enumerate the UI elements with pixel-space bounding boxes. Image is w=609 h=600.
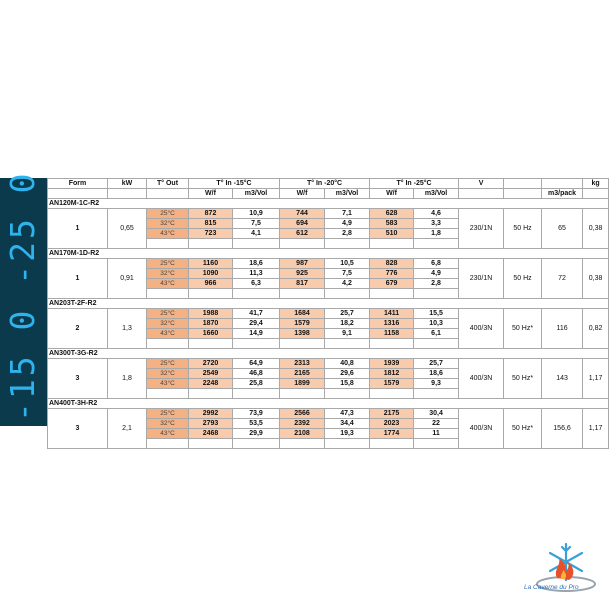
header-kg: kg: [583, 179, 609, 189]
wf-20-cell: 1684: [280, 309, 325, 319]
temp-out-cell: 32°C: [147, 219, 189, 229]
wf-15-cell: 1870: [189, 319, 233, 329]
m3vol-20-cell: 4,9: [325, 219, 370, 229]
m3vol-20-cell: 34,4: [325, 419, 370, 429]
header-t-in-15: T° In -15°C: [189, 179, 280, 189]
temp-out-cell: 43°C: [147, 229, 189, 239]
m3vol-15-cell: 64,9: [233, 359, 280, 369]
wf-25-cell: 1939: [370, 359, 414, 369]
wf-20-cell: 2108: [280, 429, 325, 439]
header-m3-pack-sub: m3/pack: [542, 189, 583, 199]
frequency-cell: 50 Hz*: [504, 409, 542, 449]
m3vol-15-cell: 6,3: [233, 279, 280, 289]
m3vol-15-cell: 41,7: [233, 309, 280, 319]
m3vol-25-cell: 1,8: [414, 229, 459, 239]
model-name-row: [48, 199, 609, 209]
m3vol-15-cell: 14,9: [233, 329, 280, 339]
wf-25-cell: 1316: [370, 319, 414, 329]
table-row: [48, 359, 609, 369]
wf-15-cell: 2992: [189, 409, 233, 419]
temp-out-cell: 32°C: [147, 419, 189, 429]
m3vol-20-cell: 15,8: [325, 379, 370, 389]
wf-25-cell: 1158: [370, 329, 414, 339]
blank-cell: [147, 339, 189, 349]
wf-20-cell: 2165: [280, 369, 325, 379]
frequency-cell: 50 Hz*: [504, 309, 542, 349]
blank-cell: [189, 289, 233, 299]
kw-cell: 0,65: [108, 209, 147, 249]
wf-25-cell: 628: [370, 209, 414, 219]
m3vol-15-cell: 10,9: [233, 209, 280, 219]
form-cell: 3: [48, 359, 108, 399]
form-cell: 1: [48, 259, 108, 299]
m3vol-20-cell: 7,1: [325, 209, 370, 219]
frequency-cell: 50 Hz: [504, 259, 542, 299]
model-name-filler: [108, 299, 609, 309]
table-row: [48, 259, 609, 269]
header-blank: [583, 189, 609, 199]
wf-20-cell: 1398: [280, 329, 325, 339]
temp-out-cell: 43°C: [147, 429, 189, 439]
wf-15-cell: 723: [189, 229, 233, 239]
form-cell: 3: [48, 409, 108, 449]
header-v: V: [459, 179, 504, 189]
kw-cell: 1,3: [108, 309, 147, 349]
table-row: [48, 409, 609, 419]
m3vol-20-cell: 4,2: [325, 279, 370, 289]
header-t-in-20: T° In -20°C: [280, 179, 370, 189]
header-row-1: [48, 179, 609, 189]
wf-20-cell: 817: [280, 279, 325, 289]
wf-20-cell: 925: [280, 269, 325, 279]
header-form: Form: [48, 179, 108, 189]
blank-cell: [325, 389, 370, 399]
m3vol-20-cell: 40,8: [325, 359, 370, 369]
temp-out-cell: 43°C: [147, 279, 189, 289]
header-row-2: [48, 189, 609, 199]
m3vol-25-cell: 10,3: [414, 319, 459, 329]
logo-text: La Caverne du Pro: [524, 584, 579, 591]
temp-out-cell: 25°C: [147, 209, 189, 219]
model-name: AN400T-3H-R2: [48, 399, 108, 409]
wf-20-cell: 2313: [280, 359, 325, 369]
wf-25-cell: 1774: [370, 429, 414, 439]
voltage-cell: 400/3N: [459, 309, 504, 349]
wf-25-cell: 2175: [370, 409, 414, 419]
temp-out-cell: 32°C: [147, 319, 189, 329]
m3vol-25-cell: 4,6: [414, 209, 459, 219]
header-m3vol-15: m3/Vol: [233, 189, 280, 199]
blank-cell: [280, 389, 325, 399]
m3vol-20-cell: 2,8: [325, 229, 370, 239]
kg-cell: 0,82: [583, 309, 609, 349]
header-hz: [504, 179, 542, 189]
wf-20-cell: 2392: [280, 419, 325, 429]
m3vol-20-cell: 7,5: [325, 269, 370, 279]
wf-25-cell: 679: [370, 279, 414, 289]
table-row: [48, 309, 609, 319]
header-m3vol-25: m3/Vol: [414, 189, 459, 199]
header-blank: [504, 189, 542, 199]
m3vol-20-cell: 18,2: [325, 319, 370, 329]
voltage-cell: 400/3N: [459, 409, 504, 449]
model-name-row: [48, 349, 609, 359]
wf-15-cell: 2720: [189, 359, 233, 369]
blank-cell: [370, 339, 414, 349]
frequency-cell: 50 Hz*: [504, 359, 542, 399]
temp-out-cell: 25°C: [147, 409, 189, 419]
m3vol-25-cell: 2,8: [414, 279, 459, 289]
blank-cell: [147, 389, 189, 399]
wf-20-cell: 987: [280, 259, 325, 269]
voltage-cell: 230/1N: [459, 209, 504, 249]
m3vol-25-cell: 9,3: [414, 379, 459, 389]
m3vol-25-cell: 6,8: [414, 259, 459, 269]
blank-cell: [189, 339, 233, 349]
blank-cell: [370, 239, 414, 249]
blank-cell: [147, 439, 189, 449]
side-temperature-label: -15 0 -25 0: [3, 170, 42, 422]
m3vol-25-cell: 25,7: [414, 359, 459, 369]
blank-cell: [280, 239, 325, 249]
wf-20-cell: 1899: [280, 379, 325, 389]
m3vol-15-cell: 7,5: [233, 219, 280, 229]
blank-cell: [189, 389, 233, 399]
m3vol-25-cell: 18,6: [414, 369, 459, 379]
m3vol-25-cell: 11: [414, 429, 459, 439]
m3vol-15-cell: 11,3: [233, 269, 280, 279]
wf-20-cell: 2566: [280, 409, 325, 419]
m3vol-15-cell: 25,8: [233, 379, 280, 389]
blank-cell: [414, 239, 459, 249]
blank-cell: [325, 289, 370, 299]
m3vol-20-cell: 10,5: [325, 259, 370, 269]
model-name-filler: [108, 349, 609, 359]
wf-15-cell: 1090: [189, 269, 233, 279]
m3-pack-cell: 156,6: [542, 409, 583, 449]
wf-25-cell: 2023: [370, 419, 414, 429]
m3vol-20-cell: 25,7: [325, 309, 370, 319]
form-cell: 2: [48, 309, 108, 349]
header-wf-20: W/f: [280, 189, 325, 199]
wf-15-cell: 815: [189, 219, 233, 229]
m3-pack-cell: 65: [542, 209, 583, 249]
header-t-out: T° Out: [147, 179, 189, 189]
blank-cell: [370, 389, 414, 399]
wf-15-cell: 2248: [189, 379, 233, 389]
m3vol-15-cell: 73,9: [233, 409, 280, 419]
temp-out-cell: 32°C: [147, 269, 189, 279]
blank-cell: [280, 339, 325, 349]
m3vol-20-cell: 47,3: [325, 409, 370, 419]
m3vol-15-cell: 46,8: [233, 369, 280, 379]
kw-cell: 2,1: [108, 409, 147, 449]
wf-25-cell: 583: [370, 219, 414, 229]
blank-cell: [370, 289, 414, 299]
blank-cell: [147, 239, 189, 249]
model-name-filler: [108, 399, 609, 409]
temp-out-cell: 32°C: [147, 369, 189, 379]
kw-cell: 0,91: [108, 259, 147, 299]
kg-cell: 0,38: [583, 209, 609, 249]
wf-20-cell: 612: [280, 229, 325, 239]
wf-20-cell: 694: [280, 219, 325, 229]
model-name-row: [48, 299, 609, 309]
wf-20-cell: 1579: [280, 319, 325, 329]
blank-cell: [233, 239, 280, 249]
blank-cell: [325, 339, 370, 349]
model-name-filler: [108, 249, 609, 259]
model-name: AN203T-2F-R2: [48, 299, 108, 309]
m3vol-20-cell: 29,6: [325, 369, 370, 379]
m3vol-20-cell: 19,3: [325, 429, 370, 439]
m3vol-25-cell: 15,5: [414, 309, 459, 319]
temp-out-cell: 43°C: [147, 379, 189, 389]
spec-table: [47, 178, 609, 449]
wf-25-cell: 1812: [370, 369, 414, 379]
blank-cell: [414, 439, 459, 449]
kg-cell: 0,38: [583, 259, 609, 299]
header-wf-25: W/f: [370, 189, 414, 199]
kw-cell: 1,8: [108, 359, 147, 399]
temp-out-cell: 25°C: [147, 259, 189, 269]
kg-cell: 1,17: [583, 409, 609, 449]
blank-cell: [280, 289, 325, 299]
m3vol-15-cell: 18,6: [233, 259, 280, 269]
header-t-in-25: T° In -25°C: [370, 179, 459, 189]
wf-25-cell: 828: [370, 259, 414, 269]
wf-20-cell: 744: [280, 209, 325, 219]
m3vol-25-cell: 4,9: [414, 269, 459, 279]
wf-25-cell: 1579: [370, 379, 414, 389]
blank-cell: [189, 439, 233, 449]
blank-cell: [414, 339, 459, 349]
header-blank: [108, 189, 147, 199]
header-blank: [48, 189, 108, 199]
blank-cell: [189, 239, 233, 249]
blank-cell: [325, 239, 370, 249]
m3vol-25-cell: 6,1: [414, 329, 459, 339]
model-name: AN120M-1C-R2: [48, 199, 108, 209]
m3-pack-cell: 72: [542, 259, 583, 299]
header-blank: [147, 189, 189, 199]
blank-cell: [414, 289, 459, 299]
blank-cell: [280, 439, 325, 449]
m3-pack-cell: 116: [542, 309, 583, 349]
wf-15-cell: 2549: [189, 369, 233, 379]
header-kw: kW: [108, 179, 147, 189]
wf-25-cell: 776: [370, 269, 414, 279]
wf-15-cell: 872: [189, 209, 233, 219]
model-name-row: [48, 399, 609, 409]
table-row: [48, 209, 609, 219]
voltage-cell: 230/1N: [459, 259, 504, 299]
wf-25-cell: 1411: [370, 309, 414, 319]
temp-out-cell: 25°C: [147, 309, 189, 319]
blank-cell: [233, 289, 280, 299]
wf-15-cell: 2468: [189, 429, 233, 439]
m3vol-20-cell: 9,1: [325, 329, 370, 339]
blank-cell: [370, 439, 414, 449]
model-name: AN300T-3G-R2: [48, 349, 108, 359]
m3vol-15-cell: 4,1: [233, 229, 280, 239]
blank-cell: [325, 439, 370, 449]
m3vol-25-cell: 3,3: [414, 219, 459, 229]
model-name: AN170M-1D-R2: [48, 249, 108, 259]
wf-15-cell: 2793: [189, 419, 233, 429]
voltage-cell: 400/3N: [459, 359, 504, 399]
wf-15-cell: 1660: [189, 329, 233, 339]
model-name-filler: [108, 199, 609, 209]
m3vol-25-cell: 22: [414, 419, 459, 429]
m3-pack-cell: 143: [542, 359, 583, 399]
header-m3-pack: [542, 179, 583, 189]
blank-cell: [233, 339, 280, 349]
blank-cell: [147, 289, 189, 299]
form-cell: 1: [48, 209, 108, 249]
blank-cell: [233, 389, 280, 399]
m3vol-15-cell: 29,9: [233, 429, 280, 439]
temp-out-cell: 25°C: [147, 359, 189, 369]
frequency-cell: 50 Hz: [504, 209, 542, 249]
m3vol-15-cell: 29,4: [233, 319, 280, 329]
wf-15-cell: 1160: [189, 259, 233, 269]
model-name-row: [48, 249, 609, 259]
header-m3vol-20: m3/Vol: [325, 189, 370, 199]
kg-cell: 1,17: [583, 359, 609, 399]
m3vol-15-cell: 53,5: [233, 419, 280, 429]
header-wf-15: W/f: [189, 189, 233, 199]
wf-25-cell: 510: [370, 229, 414, 239]
header-blank: [459, 189, 504, 199]
wf-15-cell: 1988: [189, 309, 233, 319]
wf-15-cell: 966: [189, 279, 233, 289]
temp-out-cell: 43°C: [147, 329, 189, 339]
m3vol-25-cell: 30,4: [414, 409, 459, 419]
blank-cell: [414, 389, 459, 399]
blank-cell: [233, 439, 280, 449]
